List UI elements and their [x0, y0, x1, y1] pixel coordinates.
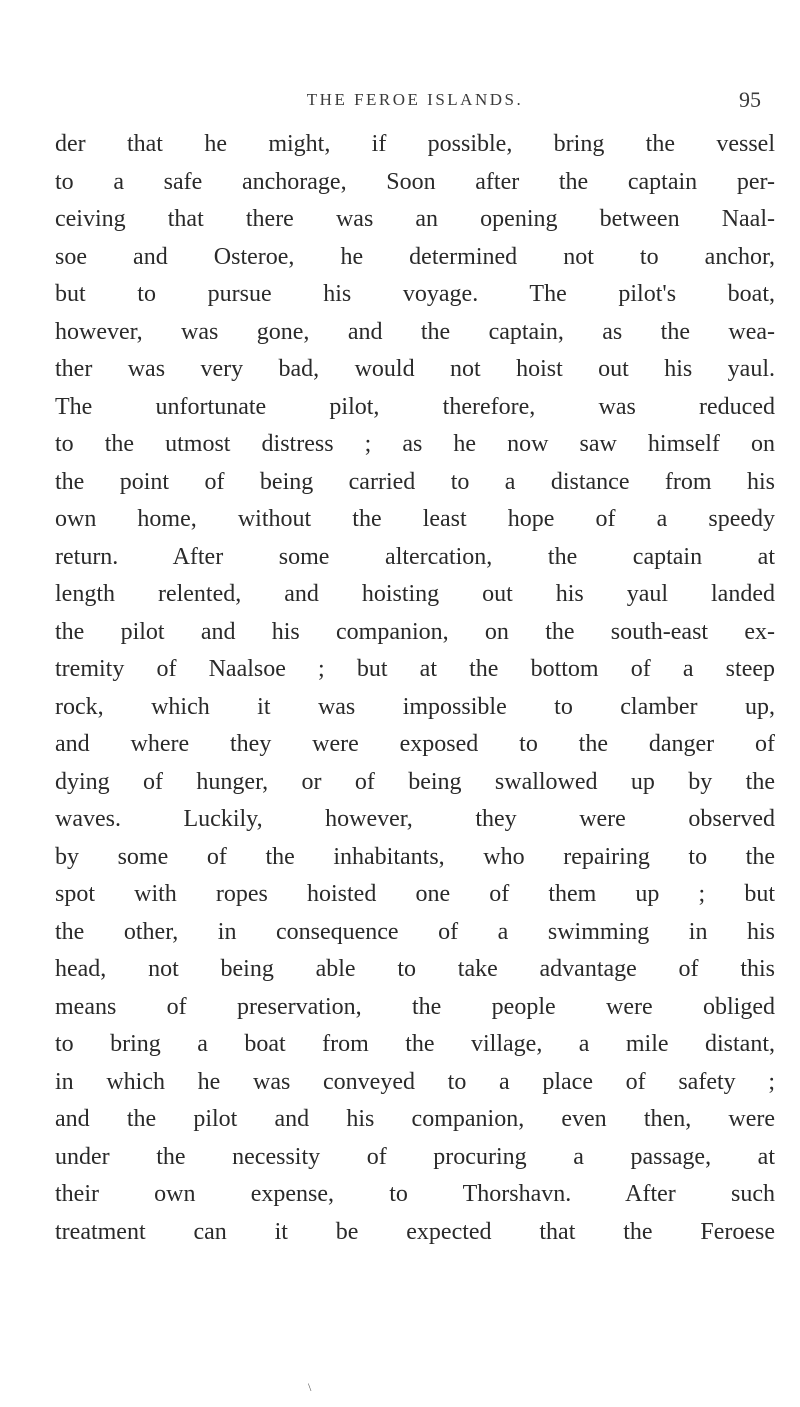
text-line: and where they were exposed to the danger of	[55, 731, 775, 757]
page-number: 95	[739, 87, 761, 112]
text-line: to a safe anchorage, Soon after the captain per-	[55, 168, 775, 195]
text-line: under the necessity of procuring a passage, at	[55, 1143, 775, 1170]
text-line: tremity of Naalsoe ; but at the bottom of a steep	[55, 656, 775, 682]
text-line: in which he was conveyed to a place of safety ;	[55, 1068, 775, 1095]
text-line: by some of the inhabitants, who repairing to the	[55, 843, 775, 870]
text-line: the other, in consequence of a swimming in his	[55, 918, 775, 945]
text-line: The unfortunate pilot, therefore, was reduced	[55, 393, 775, 420]
text-line: length relented, and hoisting out his yaul landed	[55, 581, 775, 607]
text-line: return. After some altercation, the captain at	[55, 543, 775, 570]
text-line: ther was very bad, would not hoist out his yaul.	[55, 356, 775, 382]
running-head	[55, 87, 775, 120]
text-line: and the pilot and his companion, even then, were	[55, 1106, 775, 1132]
text-line: head, not being able to take advantage of this	[55, 956, 775, 982]
text-line: however, was gone, and the captain, as the wea-	[55, 318, 775, 345]
text-line: spot with ropes hoisted one of them up ; but	[55, 881, 775, 907]
text-line: dying of hunger, or of being swallowed up by the	[55, 768, 775, 795]
text-line: but to pursue his voyage. The pilot's boat,	[55, 281, 775, 307]
text-line: their own expense, to Thorshavn. After such	[55, 1181, 775, 1207]
text-line: means of preservation, the people were obliged	[55, 993, 775, 1020]
text-line: waves. Luckily, however, they were observed	[55, 806, 775, 832]
text-line: rock, which it was impossible to clamber up,	[55, 693, 775, 720]
text-line: the point of being carried to a distance from his	[55, 468, 775, 495]
printer-mark: \	[308, 1380, 312, 1394]
text-line: own home, without the least hope of a speedy	[55, 506, 775, 532]
running-head-title: THE FEROE ISLANDS.	[306, 90, 524, 109]
text-line: soe and Osteroe, he determined not to anchor,	[55, 243, 775, 270]
text-line: der that he might, if possible, bring the vessel	[55, 131, 775, 157]
text-line: to bring a boat from the village, a mile distant,	[55, 1031, 775, 1057]
text-line: ceiving that there was an opening between Naal-	[55, 206, 775, 232]
body-text	[55, 126, 775, 1251]
text-line: the pilot and his companion, on the south-east ex-	[55, 618, 775, 645]
text-line: treatment can it be expected that the Feroese	[55, 1218, 775, 1245]
text-line: to the utmost distress ; as he now saw himself on	[55, 431, 775, 457]
